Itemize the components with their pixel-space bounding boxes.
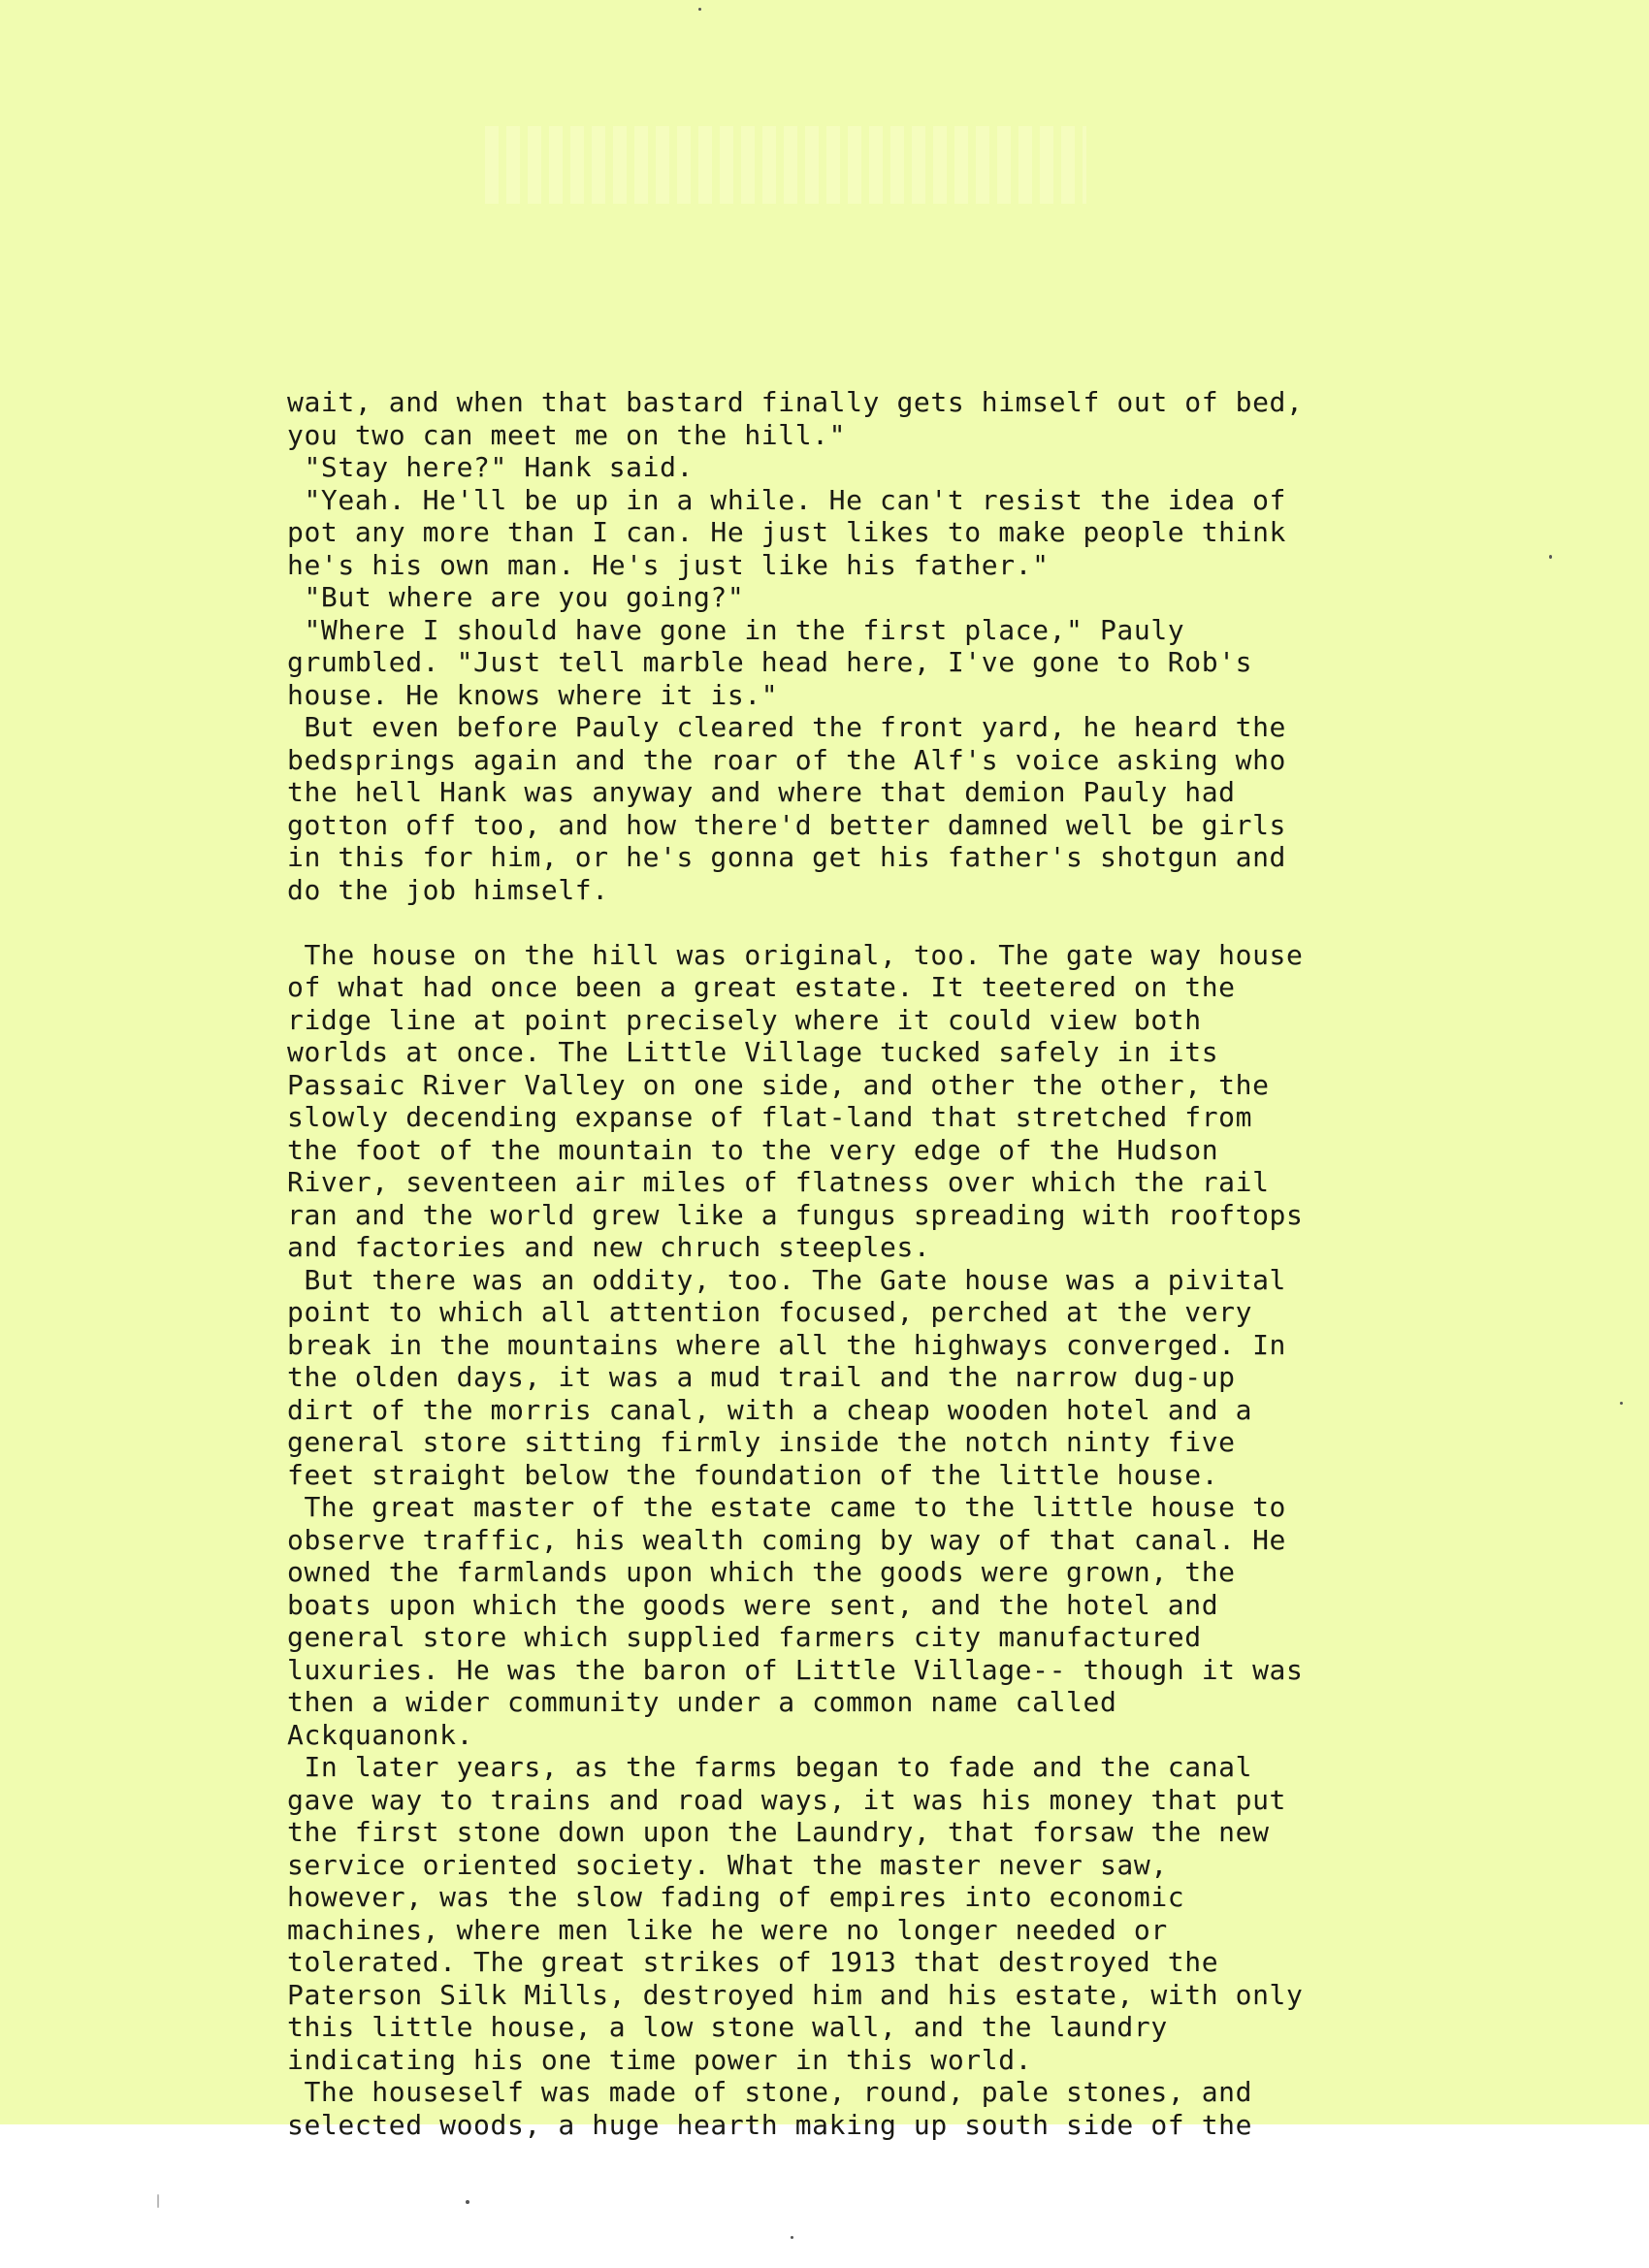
scan-speck <box>1549 555 1552 559</box>
text-line: do the job himself. <box>287 873 609 906</box>
text-line: The houseself was made of stone, round, pale stones, and <box>287 2076 1253 2108</box>
text-line: Paterson Silk Mills, destroyed him and his estate, with only <box>287 1978 1304 2011</box>
text-line: however, was the slow fading of empires into economic <box>287 1881 1185 1913</box>
text-line: grumbled. "Just tell marble head here, I've gone to Rob's <box>287 646 1253 678</box>
text-line: But there was an oddity, too. The Gate house was a pivital <box>287 1263 1286 1296</box>
body-text <box>287 386 1490 2141</box>
text-line: indicating his one time power in this world. <box>287 2043 1033 2076</box>
text-line: you two can meet me on the hill." <box>287 418 847 451</box>
scan-speck <box>157 2194 159 2208</box>
text-line: The great master of the estate came to the little house to <box>287 1491 1286 1523</box>
scan-speck <box>791 2236 793 2239</box>
text-line: slowly decending expanse of flat-land that stretched from <box>287 1101 1253 1133</box>
text-line: in this for him, or he's gonna get his father's shotgun and <box>287 841 1286 873</box>
text-line: of what had once been a great estate. It teetered on the <box>287 971 1236 1003</box>
text-line: wait, and when that bastard finally gets himself out of bed, <box>287 386 1304 418</box>
text-line <box>287 906 1490 939</box>
text-line: general store which supplied farmers city manufactured <box>287 1621 1202 1653</box>
text-line: general store sitting firmly inside the notch ninty five <box>287 1426 1236 1458</box>
text-line: boats upon which the goods were sent, and the hotel and <box>287 1588 1219 1621</box>
text-line: observe traffic, his wealth coming by way of that canal. He <box>287 1523 1286 1556</box>
text-line: and factories and new chruch steeples. <box>287 1231 931 1263</box>
text-line: the foot of the mountain to the very edge of the Hudson <box>287 1133 1219 1166</box>
text-line: house. He knows where it is." <box>287 678 779 711</box>
text-line: break in the mountains where all the highways converged. In <box>287 1328 1286 1361</box>
text-line: "Stay here?" Hank said. <box>287 451 694 483</box>
text-line: worlds at once. The Little Village tucked safely in its <box>287 1036 1219 1068</box>
text-line: But even before Pauly cleared the front yard, he heard the <box>287 711 1286 743</box>
text-line: tolerated. The great strikes of 1913 that destroyed the <box>287 1946 1219 1978</box>
text-line: pot any more than I can. He just likes to make people think <box>287 516 1286 548</box>
text-line: selected woods, a huge hearth making up south side of the <box>287 2108 1253 2141</box>
text-line: In later years, as the farms began to fade and the canal <box>287 1751 1253 1783</box>
text-line: Passaic River Valley on one side, and other the other, the <box>287 1068 1270 1101</box>
text-line: The house on the hill was original, too. The gate way house <box>287 938 1304 971</box>
text-line: bedsprings again and the roar of the Alf's voice asking who <box>287 743 1286 776</box>
faded-header-artifact <box>485 126 1086 204</box>
text-line: the olden days, it was a mud trail and the narrow dug-up <box>287 1361 1236 1393</box>
text-line: machines, where men like he were no longer needed or <box>287 1913 1168 1946</box>
scan-speck <box>698 8 701 11</box>
text-line: "But where are you going?" <box>287 581 745 613</box>
text-line: Ackquanonk. <box>287 1718 474 1751</box>
text-line: the first stone down upon the Laundry, that forsaw the new <box>287 1816 1270 1848</box>
text-line: "Where I should have gone in the first place," Pauly <box>287 613 1185 646</box>
text-line: the hell Hank was anyway and where that demion Pauly had <box>287 776 1236 808</box>
text-line: feet straight below the foundation of the little house. <box>287 1458 1219 1491</box>
text-line: gotton off too, and how there'd better damned well be girls <box>287 808 1286 841</box>
text-line: River, seventeen air miles of flatness over which the rail <box>287 1166 1270 1198</box>
text-line: this little house, a low stone wall, and the laundry <box>287 2011 1168 2043</box>
text-line: "Yeah. He'll be up in a while. He can't resist the idea of <box>287 483 1286 516</box>
text-line: dirt of the morris canal, with a cheap wooden hotel and a <box>287 1393 1253 1426</box>
text-line: ridge line at point precisely where it could view both <box>287 1003 1202 1036</box>
scan-speck <box>466 2200 469 2204</box>
scan-speck <box>1620 1402 1623 1405</box>
text-line: he's his own man. He's just like his father." <box>287 548 1050 581</box>
text-line: then a wider community under a common name called <box>287 1686 1117 1718</box>
text-line: service oriented society. What the master never saw, <box>287 1848 1168 1881</box>
text-line: ran and the world grew like a fungus spreading with rooftops <box>287 1198 1304 1231</box>
text-line: gave way to trains and road ways, it was his money that put <box>287 1783 1286 1816</box>
text-line: point to which all attention focused, perched at the very <box>287 1296 1253 1328</box>
text-line: owned the farmlands upon which the goods were grown, the <box>287 1556 1236 1588</box>
text-line: luxuries. He was the baron of Little Village-- though it was <box>287 1653 1304 1686</box>
